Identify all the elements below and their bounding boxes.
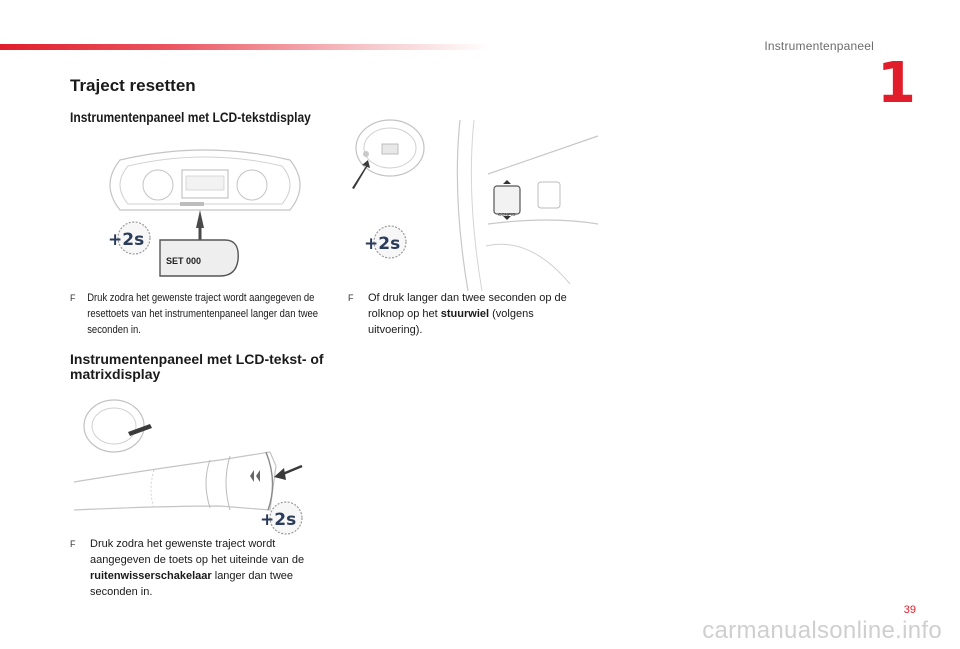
watermark: carmanualsonline.info — [702, 617, 942, 644]
hold-2s-badge — [106, 218, 152, 258]
hold-2s-badge — [258, 498, 304, 538]
instruction-text: Druk zodra het gewenste traject wordt aangegeven de resettoets van het instrumentenpaneel langer dan twee seconden in. — [87, 292, 319, 336]
hold-2s-label: +2s — [364, 234, 401, 254]
chapter-number: 1 — [877, 51, 916, 116]
hold-2s-label: +2s — [108, 230, 145, 250]
header-accent-bar — [0, 44, 490, 50]
section-title-lcd-text: Instrumentenpaneel met LCD-tekstdisplay — [70, 109, 311, 125]
config-label: CONFIG — [498, 212, 516, 217]
bullet-marker: F — [70, 539, 76, 549]
chapter-title: Instrumentenpaneel — [764, 39, 874, 53]
page-title: Traject resetten — [70, 76, 196, 95]
instruction-text: Druk zodra het gewenste traject wordt aangegeven de toets op het uiteinde van de ruitenwisserschakelaar langer dan twee seconden in. — [90, 538, 305, 598]
instruction-text: Of druk langer dan twee seconden op de rolknop op het stuurwiel (volgens uitvoering). — [368, 292, 567, 336]
bullet-marker: F — [348, 293, 354, 303]
hold-2s-label: +2s — [260, 510, 297, 530]
steering-wheel-illustration — [340, 116, 602, 291]
bullet-marker: F — [70, 293, 76, 303]
instruction-steering-wheel — [348, 290, 588, 338]
section-title-lcd-matrix: Instrumentenpaneel met LCD-tekst- of matrixdisplay — [70, 351, 324, 382]
hold-2s-badge — [362, 222, 408, 262]
bold-term-stuurwiel: stuurwiel — [440, 308, 490, 320]
instrument-panel-illustration — [100, 140, 310, 290]
set-display-label: SET 000 — [166, 256, 202, 266]
page-number: 39 — [903, 604, 916, 616]
instruction-reset-button — [70, 290, 326, 338]
bold-term-wiper-stalk: ruitenwisserschakelaar — [90, 570, 212, 582]
instruction-wiper-stalk — [70, 536, 320, 600]
